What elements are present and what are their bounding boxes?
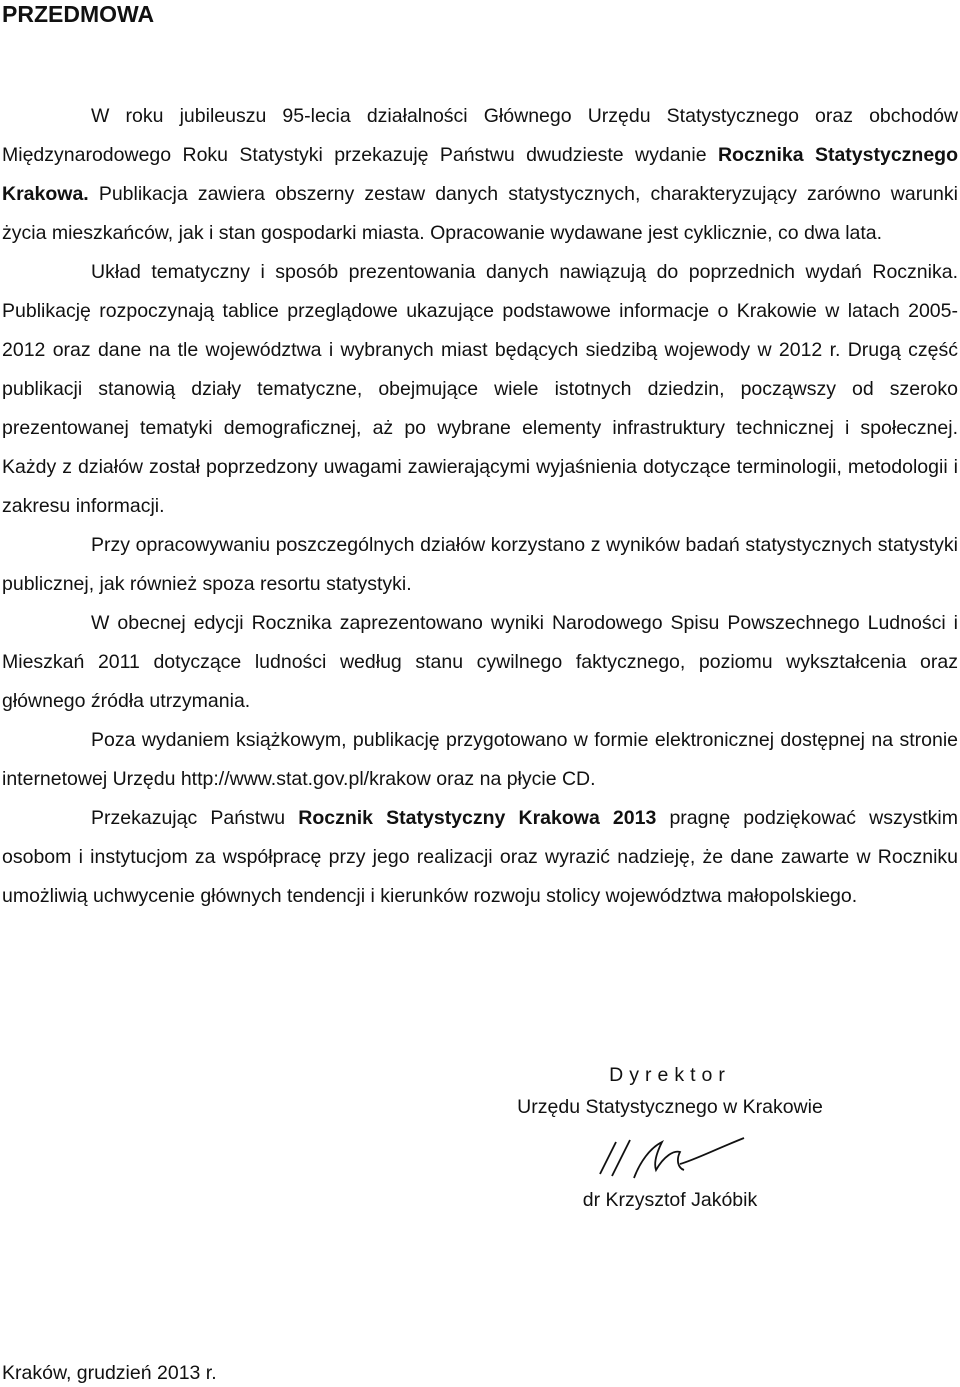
paragraph-6-text-b: pragnę podziękować wszystkim osobom i instytucjom za współpracę przy jego realizacji oraz wyrazić nadzieję, że dane zawarte w Roczniku umożliwią uchwycenie głównych tendencji i kierunków rozwoju stolicy województwa małopolskiego. — [2, 807, 958, 907]
paragraph-6 — [2, 799, 958, 916]
place-and-date: Kraków, grudzień 2013 r. — [2, 1362, 217, 1384]
page-title: PRZEDMOWA — [2, 1, 155, 27]
signatory-name: dr Krzysztof Jakóbik — [582, 1189, 758, 1211]
paragraph-5: Poza wydaniem książkowym, publikację przygotowano w formie elektronicznej dostępnej na stronie internetowej Urzędu http://www.stat.gov.pl/krakow oraz na płycie CD. — [2, 729, 958, 790]
signature-office: Urzędu Statystycznego w Krakowie — [517, 1096, 823, 1118]
paragraph-1-text-a: W roku jubileuszu 95-lecia działalności Głównego Urzędu Statystycznego oraz obchodów Międzynarodowego Roku Statystyki przekazuję Państwu dwudzieste wydanie — [2, 105, 958, 166]
paragraph-6-text-a: Przekazując Państwu — [91, 807, 299, 829]
paragraph-1-text-b: Publikacja zawiera obszerny zestaw danych statystycznych, charakteryzujący zarówno warunki życia mieszkańców, jak i stan gospodarki miasta. Opracowanie wydawane jest cyklicznie, co dwa lata. — [2, 183, 958, 244]
publication-title: Rocznika Statystycznego Krakowa. — [2, 144, 958, 205]
paragraph-2: Układ tematyczny i sposób prezentowania danych nawiązują do poprzednich wydań Rocznika. Publikację rozpoczynają tablice przeglądowe ukazujące podstawowe informacje o Krakowie w latach 2005-2012 oraz dane na tle województwa i wybranych miast będących siedzibą wojewody w 2012 r. Drugą część publikacji stanowią działy tematyczne, obejmujące wiele istotnych dziedzin, począwszy od szeroko prezentowanej tematyki demograficznej, aż po wybrane elementy infrastruktury technicznej i społecznej. Każdy z działów został poprzedzony uwagami zawierającymi wyjaśnienia dotyczące terminologii, metodologii i zakresu informacji. — [2, 261, 958, 517]
publication-title-2013: Rocznik Statystyczny Krakowa 2013 — [298, 807, 657, 829]
preface-body — [2, 97, 958, 916]
handwritten-signature — [594, 1134, 754, 1184]
signature-title: Dyrektor — [609, 1064, 731, 1086]
paragraph-4: W obecnej edycji Rocznika zaprezentowano wyniki Narodowego Spisu Powszechnego Ludności i Mieszkań 2011 dotyczące ludności według stanu cywilnego faktycznego, poziomu wykształcenia oraz głównego źródła utrzymania. — [2, 612, 958, 712]
paragraph-3: Przy opracowywaniu poszczególnych działów korzystano z wyników badań statystycznych statystyki publicznej, jak również spoza resortu statystyki. — [2, 534, 958, 595]
paragraph-1 — [2, 97, 958, 253]
